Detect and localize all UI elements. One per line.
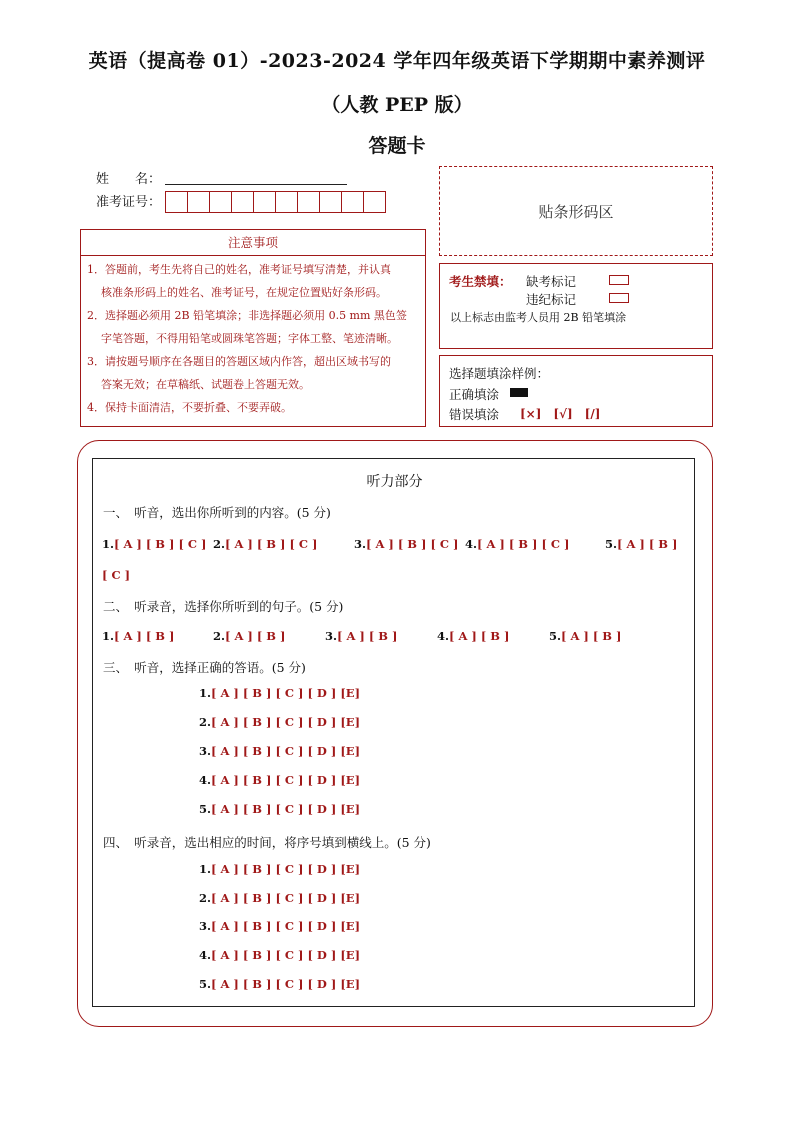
s1-q5[interactable]: [605, 537, 677, 551]
s1-q4[interactable]: [465, 537, 570, 551]
notice-list: [81, 256, 425, 419]
exam-id-cell[interactable]: [231, 191, 254, 213]
q-options[interactable]: [ A ] [ B ] [ C ] [ D ] [E]: [211, 862, 361, 876]
q-number: 5.: [199, 802, 212, 816]
s4-q1[interactable]: [199, 862, 360, 876]
section3-heading: 三、 听音，选择正确的答语。(5 分): [103, 660, 306, 675]
exam-id-cell[interactable]: [319, 191, 342, 213]
absent-mark-box[interactable]: [609, 275, 629, 285]
q-options[interactable]: [ A ] [ B ] [ C ] [ D ] [E]: [211, 948, 361, 962]
exam-id-cell[interactable]: [297, 191, 320, 213]
q-options[interactable]: [ A ] [ B ] [ C ] [ D ] [E]: [211, 977, 361, 991]
absent-label: 缺考标记: [526, 274, 577, 289]
notice-heading: 注意事项: [81, 230, 425, 256]
s4-q4[interactable]: [199, 948, 360, 962]
fill-sample-box: [439, 355, 713, 427]
barcode-area: [439, 166, 713, 256]
s2-q1[interactable]: [102, 629, 174, 643]
notice-item: 3．请按题号顺序在各题目的答题区域内作答，超出区域书写的: [87, 355, 391, 368]
notice-item-cont: 字笔答题，不得用铅笔或圆珠笔答题；字体工整、笔迹清晰。: [101, 332, 398, 345]
q-number: 1.: [102, 629, 115, 643]
section4-heading: 四、 听录音，选出相应的时间，将序号填到横线上。(5 分): [103, 835, 431, 850]
listening-title: 听力部分: [366, 474, 423, 490]
notice-item: 2．选择题必须用 2B 铅笔填涂；非选择题必须用 0.5 mm 黑色签: [87, 309, 407, 322]
q-options[interactable]: [ A ] [ B ] [ C ] [ D ] [E]: [211, 919, 361, 933]
exam-edition: （人教 PEP 版）: [321, 94, 473, 116]
q-number: 4.: [437, 629, 450, 643]
q-number: 2.: [213, 537, 226, 551]
name-label: 姓 名：: [96, 172, 162, 187]
q-number: 2.: [213, 629, 226, 643]
s2-q3[interactable]: [325, 629, 397, 643]
q-options[interactable]: [ A ] [ B ] [ C ]: [225, 537, 318, 551]
proctor-box: [439, 263, 713, 349]
q-number: 3.: [199, 919, 212, 933]
q-number: 3.: [199, 744, 212, 758]
q-options[interactable]: [ A ] [ B ] [ C ] [ D ] [E]: [211, 773, 361, 787]
q-options[interactable]: [ A ] [ B ]: [561, 629, 622, 643]
q-options[interactable]: [ A ] [ B ] [ C ] [ D ] [E]: [211, 686, 361, 700]
q-number: 5.: [199, 977, 212, 991]
s4-q5[interactable]: [199, 977, 360, 991]
s3-q5[interactable]: [199, 802, 360, 816]
exam-id-cell[interactable]: [363, 191, 386, 213]
correct-fill-sample: [510, 388, 528, 397]
q-number: 3.: [325, 629, 338, 643]
q-options[interactable]: [ A ] [ B ] [ C ]: [477, 537, 570, 551]
s3-q1[interactable]: [199, 686, 360, 700]
s4-q3[interactable]: [199, 919, 360, 933]
proctor-note: 以上标志由监考人员用 2B 铅笔填涂: [450, 311, 627, 324]
exam-title: 英语（提高卷 01）-2023-2024 学年四年级英语下学期期中素养测评: [88, 50, 706, 72]
s3-q4[interactable]: [199, 773, 360, 787]
exam-id-cell[interactable]: [253, 191, 276, 213]
s1-q2[interactable]: [213, 537, 318, 551]
exam-id-cell[interactable]: [209, 191, 232, 213]
s1-q1[interactable]: [102, 537, 207, 551]
notice-item: 4．保持卡面清洁，不要折叠、不要弄破。: [87, 401, 292, 414]
s4-q2[interactable]: [199, 891, 360, 905]
wrong-fill-label: 错误填涂: [449, 407, 500, 422]
listening-section: [92, 458, 695, 1007]
q-number: 4.: [465, 537, 478, 551]
q-options[interactable]: [ A ] [ B ] [ C ]: [366, 537, 459, 551]
q-options[interactable]: [ A ] [ B ] [ C ] [ D ] [E]: [211, 715, 361, 729]
notice-box: [80, 229, 426, 427]
exam-id-cell[interactable]: [341, 191, 364, 213]
q-number: 1.: [199, 686, 212, 700]
violation-label: 违纪标记: [526, 292, 577, 307]
q-options[interactable]: [ A ] [ B ]: [114, 629, 175, 643]
exam-id-cell[interactable]: [275, 191, 298, 213]
q-number: 3.: [354, 537, 367, 551]
q-number: 4.: [199, 773, 212, 787]
s2-q2[interactable]: [213, 629, 285, 643]
exam-id-cell[interactable]: [165, 191, 188, 213]
q-number: 5.: [605, 537, 618, 551]
proctor-label: 考生禁填：: [449, 274, 512, 289]
q-number: 2.: [199, 715, 212, 729]
s3-q3[interactable]: [199, 744, 360, 758]
name-field[interactable]: [165, 168, 347, 185]
s2-q4[interactable]: [437, 629, 509, 643]
q-number: 5.: [549, 629, 562, 643]
q-number: 1.: [102, 537, 115, 551]
s3-q2[interactable]: [199, 715, 360, 729]
q-options[interactable]: [ A ] [ B ] [ C ] [ D ] [E]: [211, 744, 361, 758]
q-options[interactable]: [ A ] [ B ]: [337, 629, 398, 643]
s1-q3[interactable]: [354, 537, 459, 551]
correct-fill-label: 正确填涂: [449, 387, 500, 402]
q-options[interactable]: [ A ] [ B ] [ C ]: [114, 537, 207, 551]
exam-id-cell[interactable]: [187, 191, 210, 213]
q-options[interactable]: [ A ] [ B ]: [617, 537, 678, 551]
s1-q5-wrap[interactable]: [ C ]: [102, 568, 131, 582]
section2-heading: 二、 听录音，选择你所听到的句子。(5 分): [103, 599, 344, 614]
exam-id-label: 准考证号：: [96, 195, 162, 210]
q-number: 4.: [199, 948, 212, 962]
notice-item-cont: 答案无效；在草稿纸、试题卷上答题无效。: [101, 378, 310, 391]
wrong-fill-samples: [×] [√] [/]: [520, 407, 601, 421]
s2-q5[interactable]: [549, 629, 621, 643]
section1-heading: 一、 听音，选出你所听到的内容。(5 分): [103, 505, 331, 520]
q-options[interactable]: [ A ] [ B ] [ C ] [ D ] [E]: [211, 802, 361, 816]
barcode-label: 贴条形码区: [538, 202, 614, 221]
notice-item-cont: 核准条形码上的姓名、准考证号，在规定位置贴好条形码。: [101, 286, 387, 299]
q-options[interactable]: [ A ] [ B ]: [225, 629, 286, 643]
exam-id-grid[interactable]: [165, 191, 385, 213]
notice-item: 1．答题前，考生先将自己的姓名，准考证号填写清楚，并认真: [87, 263, 391, 276]
sample-title: 选择题填涂样例：: [449, 366, 550, 381]
q-number: 2.: [199, 891, 212, 905]
violation-mark-box[interactable]: [609, 293, 629, 303]
q-options[interactable]: [ A ] [ B ]: [449, 629, 510, 643]
answer-sheet-title: 答题卡: [368, 135, 426, 157]
q-number: 1.: [199, 862, 212, 876]
q-options[interactable]: [ A ] [ B ] [ C ] [ D ] [E]: [211, 891, 361, 905]
